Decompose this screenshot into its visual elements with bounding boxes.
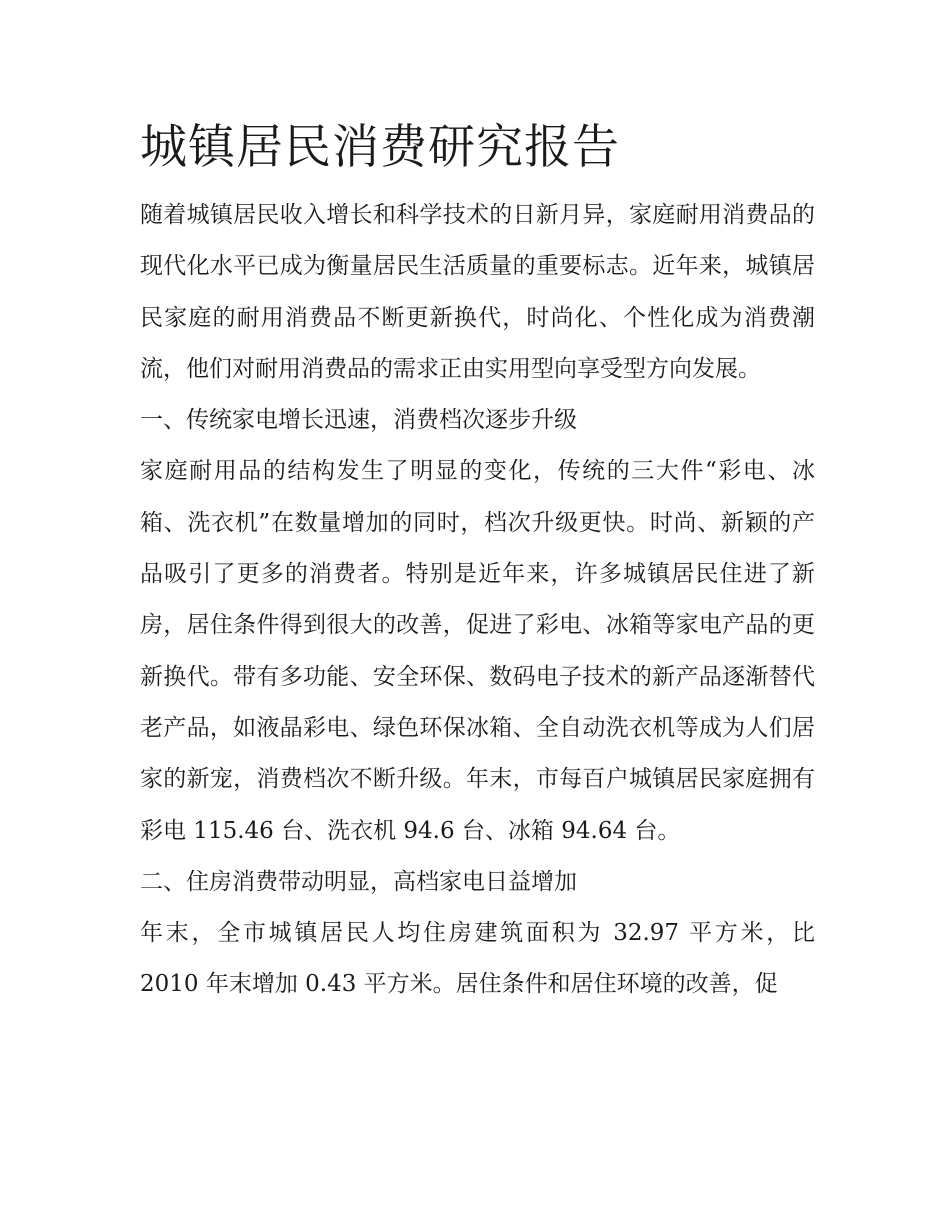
section-heading-2: 二、住房消费带动明显，高档家电日益增加 <box>140 868 577 895</box>
section-heading-1: 一、传统家电增长迅速，消费档次逐步升级 <box>140 407 577 434</box>
intro-paragraph: 随着城镇居民收入增长和科学技术的日新月异，家庭耐用消费品的现代化水平已成为衡量居民生活质量的重要标志。近年来，城镇居民家庭的耐用消费品不断更新换代，时尚化、个性化成为消费潮流，他们对耐用消费品的需求正由实用型向享受型方向发展。 <box>140 202 815 382</box>
document-page <box>140 112 815 1011</box>
section-body-1: 家庭耐用品的结构发生了明显的变化，传统的三大件“彩电、冰箱、洗衣机”在数量增加的同时，档次升级更快。时尚、新颖的产品吸引了更多的消费者。特别是近年来，许多城镇居民住进了新房，居住条件得到很大的改善，促进了彩电、冰箱等家电产品的更新换代。带有多功能、安全环保、数码电子技术的新产品逐渐替代老产品，如液晶彩电、绿色环保冰箱、全自动洗衣机等成为人们居家的新宠，消费档次不断升级。年末，市每百户城镇居民家庭拥有彩电 115.46 台、洗衣机 94.6 台、冰箱 94.64 台。 <box>140 458 815 844</box>
document-title: 城镇居民消费研究报告 <box>140 120 620 175</box>
section-body-2: 年末，全市城镇居民人均住房建筑面积为 32.97 平方米，比 2010 年末增加 0.43 平方米。居住条件和居住环境的改善，促 <box>140 920 815 998</box>
